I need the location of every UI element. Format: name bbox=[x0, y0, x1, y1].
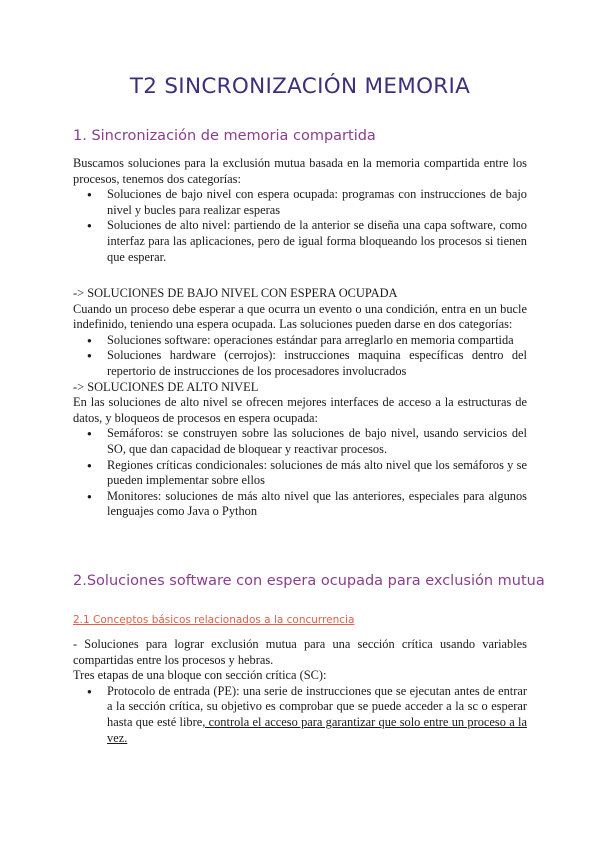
list-item: ● Regiones críticas condicionales: soluciones de más alto nivel que los semáforos y se pueden implementar sobre ellos bbox=[73, 458, 527, 489]
list-item: ● Soluciones de bajo nivel con espera ocupada: programas con instrucciones de bajo nivel y bucles para realizar esperas bbox=[73, 187, 527, 218]
list-item: ● Soluciones de alto nivel: partiendo de la anterior se diseña una capa software, como interfaz para las aplicaciones, pero de igual forma bloqueando los procesos si tienen que esperar. bbox=[73, 218, 527, 265]
section-2-text-1: - Soluciones para lograr exclusión mutua para una sección crítica usando variables compartidas entre los procesos y hebras. bbox=[73, 637, 527, 667]
section-2-heading: 2.Soluciones software con espera ocupada para exclusión mutua bbox=[73, 573, 545, 589]
high-level-list bbox=[73, 426, 527, 520]
stages-list bbox=[73, 684, 527, 746]
list-item: ● Semáforos: se construyen sobre las soluciones de bajo nivel, usando servicios del SO, que dan capacidad de bloquear y reactivar procesos. bbox=[73, 426, 527, 457]
section-1-intro: Buscamos soluciones para la exclusión mutua basada en la memoria compartida entre los procesos, tenemos dos categorías: bbox=[73, 156, 527, 186]
categories-list bbox=[73, 187, 527, 265]
list-item: ● Soluciones software: operaciones estándar para arreglarlo en memoria compartida bbox=[73, 333, 527, 349]
list-item: ● Soluciones hardware (cerrojos): instrucciones maquina específicas dentro del repertorio de instrucciones de los procesadores involucrados bbox=[73, 348, 527, 379]
list-item bbox=[73, 684, 527, 746]
low-level-block bbox=[73, 286, 527, 520]
list-item: ● Monitores: soluciones de más alto nivel que las anteriores, especiales para algunos lenguajes como Java o Python bbox=[73, 489, 527, 520]
page-title: T2 SINCRONIZACIÓN MEMORIA bbox=[129, 74, 471, 99]
entry-protocol-text: Protocolo de entrada (PE): una serie de instrucciones que se ejecutan antes de entrar a la sección crítica, su objetivo es comprobar que se puede acceder a la sc o esperar hasta que esté libre bbox=[107, 683, 527, 729]
entry-protocol-underlined: , controla el acceso para garantizar que solo entre un proceso a la vez. bbox=[107, 714, 527, 745]
section-1-heading: 1. Sincronización de memoria compartida bbox=[73, 128, 376, 144]
section-1-body bbox=[73, 156, 527, 265]
low-level-text: Cuando un proceso debe esperar a que ocurra un evento o una condición, entra en un bucle indefinido, teniendo una espera ocupada. Las soluciones pueden darse en dos categorías: bbox=[73, 301, 527, 332]
low-level-list bbox=[73, 333, 527, 380]
low-level-heading: -> SOLUCIONES DE BAJO NIVEL CON ESPERA OCUPADA bbox=[73, 286, 398, 300]
high-level-heading: -> SOLUCIONES DE ALTO NIVEL bbox=[73, 379, 259, 394]
section-2-1-heading: 2.1 Conceptos básicos relacionados a la concurrencia bbox=[73, 614, 355, 626]
section-2-text-2: Tres etapas de una bloque con sección crítica (SC): bbox=[73, 668, 327, 683]
high-level-text: En las soluciones de alto nivel se ofrecen mejores interfaces de acceso a la estructuras de datos, y bloqueos de procesos en espera ocupada: bbox=[73, 395, 527, 425]
section-2-body bbox=[73, 637, 527, 746]
